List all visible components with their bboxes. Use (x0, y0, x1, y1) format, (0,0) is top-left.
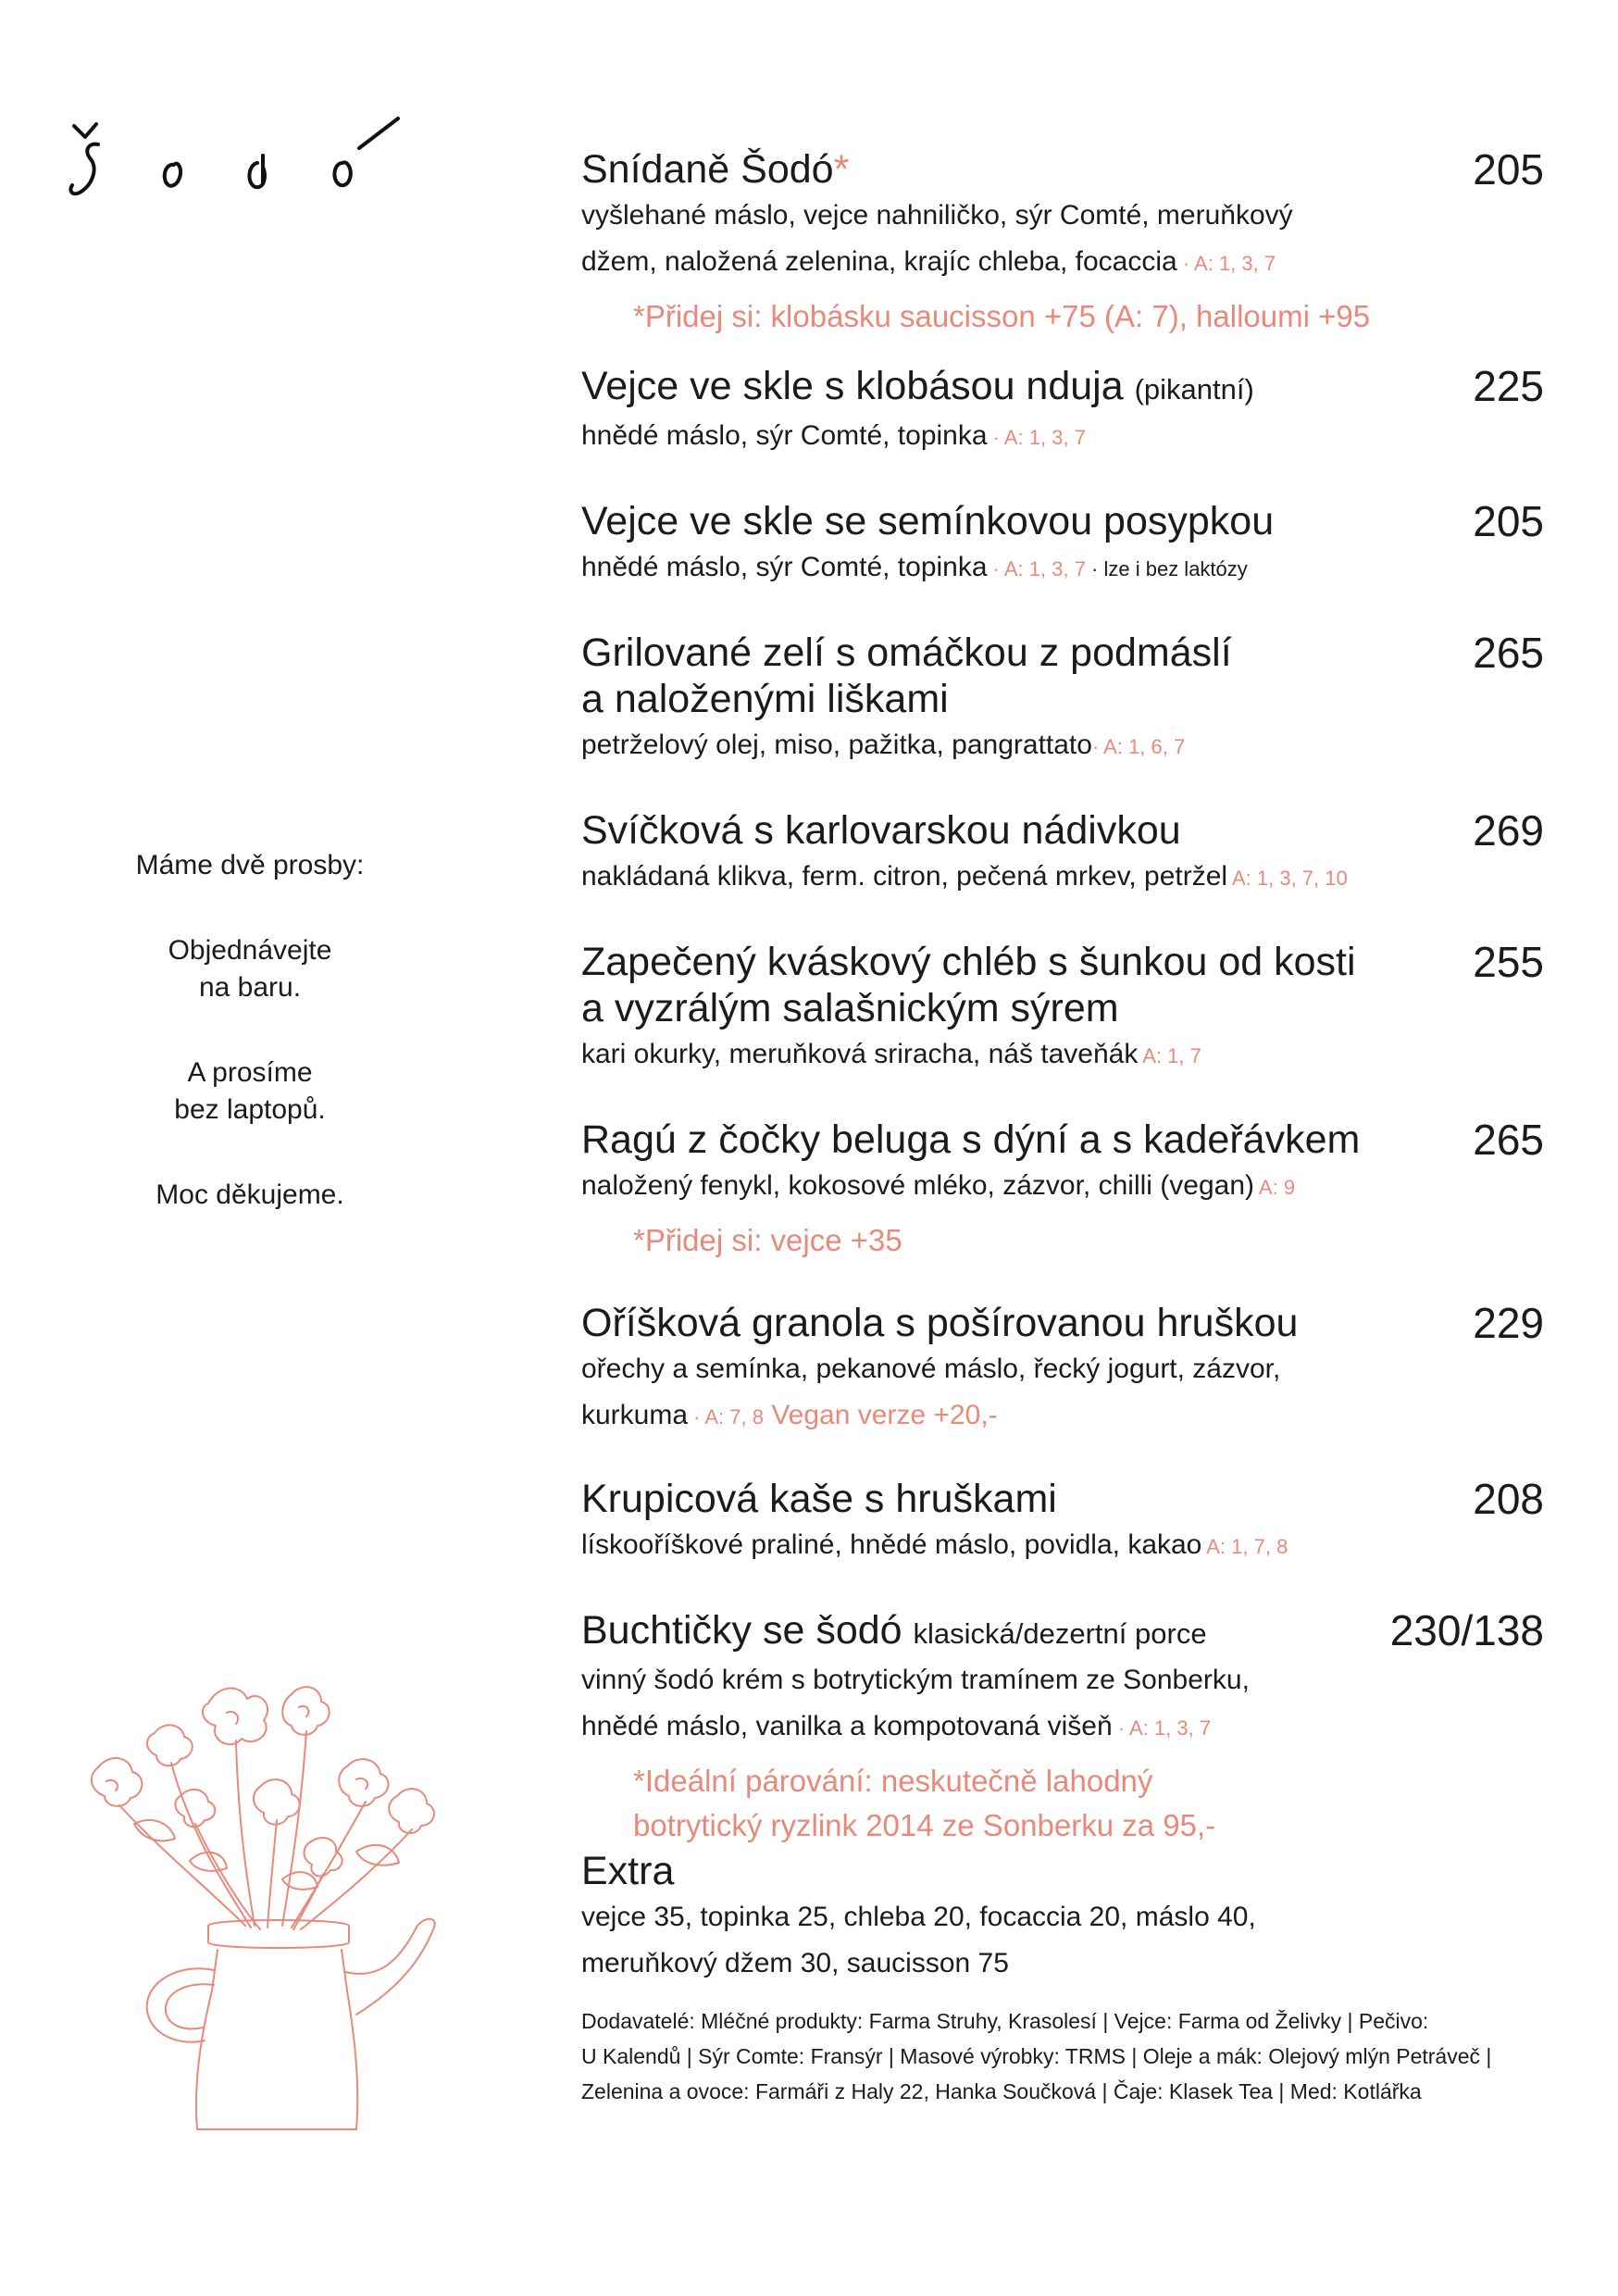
menu-item-addon (581, 1759, 1544, 1848)
suppliers-line: U Kalendů | Sýr Comte: Fransýr | Masové výrobky: TRMS | Oleje a mák: Olejový mlýn Petráveč | (581, 2044, 1492, 2068)
extra-line: vejce 35, topinka 25, chleba 20, focaccia 20, máslo 40, (581, 1902, 1256, 1932)
menu-item-name: Ragú z čočky beluga s dýní a s kadeřávkem (581, 1117, 1361, 1162)
menu-item-description-text: lískooříškové praliné, hnědé máslo, povidla, kakao (581, 1529, 1202, 1560)
menu-item (581, 146, 1544, 339)
menu-item-title (581, 1607, 1207, 1657)
menu-item-description-text: hnědé máslo, sýr Comté, topinka (581, 420, 988, 451)
side-note-line: Máme dvě prosby: (135, 850, 365, 880)
menu-item-price: 269 (1473, 806, 1544, 855)
side-note-line: na baru. (198, 972, 302, 1003)
menu-item-subtitle: (pikantní) (1134, 373, 1254, 406)
menu-item-description (581, 1346, 1544, 1392)
allergen-info: · A: 1, 3, 7 (1176, 252, 1276, 275)
menu-item-header (581, 1607, 1544, 1657)
allergen-info: · A: 1, 3, 7 (987, 557, 1086, 580)
menu-item (581, 1117, 1544, 1263)
menu-item-price: 229 (1473, 1299, 1544, 1347)
menu-item-description-text: vyšlehané máslo, vejce nahniličko, sýr Comté, meruňkový (581, 200, 1293, 231)
menu-item-header (581, 939, 1544, 1031)
sodo-logo (65, 111, 435, 222)
menu-item-description-text: vinný šodó krém s botrytickým tramínem ze Sonberku, (581, 1665, 1250, 1695)
menu-item-description-text: ořechy a semínka, pekanové máslo, řecký jogurt, zázvor, (581, 1354, 1281, 1384)
menu-item-title (581, 363, 1254, 413)
menu-item-price: 205 (1473, 497, 1544, 545)
side-note-paragraph (83, 1177, 417, 1214)
menu-item-description-text: džem, naložená zelenina, krajíc chleba, focaccia (581, 246, 1177, 277)
menu-item-description (581, 413, 1544, 461)
menu-item (581, 630, 1544, 770)
menu-item-name: Vejce ve skle se semínkovou posypkou (581, 499, 1275, 543)
menu-item-price: 205 (1473, 145, 1544, 193)
side-note-paragraph (83, 847, 417, 884)
menu-item-title-line: Zapečený kváskový chléb s šunkou od kosti (581, 940, 1356, 984)
menu-item-price: 230/138 (1389, 1606, 1544, 1654)
menu-item-description (581, 854, 1544, 902)
menu-item-note: · lze i bez laktózy (1085, 557, 1248, 580)
menu-item-price: 208 (1473, 1475, 1544, 1523)
extra-line: meruňkový džem 30, saucisson 75 (581, 1948, 1009, 1978)
menu-item (581, 1476, 1544, 1570)
menu-item (581, 1607, 1544, 1848)
menu-item-title (581, 807, 1181, 854)
menu-item-header (581, 146, 1544, 193)
menu-item-description-text: naložený fenykl, kokosové mléko, zázvor, chilli (vegan) (581, 1170, 1255, 1201)
menu-item-description (581, 1657, 1544, 1703)
menu-item-description-text: petrželový olej, miso, pažitka, pangrattato (581, 730, 1092, 760)
allergen-info: · A: 1, 3, 7 (987, 426, 1086, 449)
side-note-line: bez laptopů. (174, 1094, 326, 1125)
menu-item-title (581, 498, 1274, 544)
menu-item-price: 265 (1473, 629, 1544, 677)
menu-item-addon-line: *Přidej si: vejce +35 (633, 1223, 902, 1257)
flower-vase-illustration (79, 1648, 477, 2139)
menu-item-mark: * (833, 147, 850, 192)
menu-item-header (581, 630, 1544, 722)
menu-item-name: Buchtičky se šodó (581, 1608, 914, 1653)
menu-item-description (581, 1703, 1544, 1752)
menu-item (581, 1300, 1544, 1441)
menu-item-addon-line: *Ideální párování: neskutečně lahodný (633, 1764, 1153, 1798)
menu-item-description (581, 1163, 1544, 1211)
side-note-paragraph (83, 1054, 417, 1129)
menu-item (581, 939, 1544, 1079)
allergen-info: A: 1, 7 (1138, 1044, 1201, 1067)
allergen-info: A: 1, 3, 7, 10 (1227, 867, 1348, 890)
menu-item-header (581, 363, 1544, 413)
menu-item-subtitle: klasická/dezertní porce (913, 1617, 1207, 1650)
menu-item-title (581, 939, 1356, 1031)
menu-item-header (581, 498, 1544, 544)
menu-item (581, 498, 1544, 593)
menu-item-description (581, 722, 1544, 770)
menu-item-header (581, 1117, 1544, 1163)
menu-item-name: Snídaně Šodó (581, 147, 834, 192)
menu-item-description-text: hnědé máslo, sýr Comté, topinka (581, 552, 988, 582)
allergen-info: · A: 1, 3, 7 (1112, 1716, 1212, 1740)
menu-item-description-text: kurkuma (581, 1400, 689, 1430)
allergen-info: A: 9 (1254, 1176, 1296, 1199)
menu-item-description (581, 544, 1544, 593)
allergen-info: · A: 7, 8 (688, 1405, 764, 1429)
menu-item-name: Krupicová kaše s hruškami (581, 1477, 1057, 1521)
menu-item-addon (581, 1218, 1544, 1263)
suppliers-line: Zelenina a ovoce: Farmáři z Haly 22, Hanka Součková | Čaje: Klasek Tea | Med: Kotlářka (581, 2079, 1422, 2103)
menu-item-title (581, 146, 849, 193)
side-note-line: Objednávejte (168, 935, 332, 966)
menu (581, 146, 1544, 2109)
extra-section (581, 1848, 1544, 1987)
menu-item-description (581, 1031, 1544, 1079)
menu-item-name: Svíčková s karlovarskou nádivkou (581, 808, 1181, 853)
menu-item-price: 225 (1473, 362, 1544, 410)
menu-item-description (581, 1522, 1544, 1570)
menu-item-price: 265 (1473, 1116, 1544, 1164)
side-note (83, 847, 417, 1262)
menu-item-header (581, 1476, 1544, 1522)
menu-item-title (581, 1476, 1057, 1522)
menu-item-title-line: Grilované zelí s omáčkou z podmáslí (581, 630, 1232, 675)
menu-item-title (581, 630, 1232, 722)
side-note-line: Moc děkujeme. (156, 1179, 344, 1210)
menu-item (581, 807, 1544, 902)
allergen-info: A: 1, 7, 8 (1201, 1535, 1288, 1558)
menu-item-description-text: kari okurky, meruňková sriracha, náš taveňák (581, 1039, 1139, 1069)
menu-item-title-line: a vyzrálým salašnickým sýrem (581, 986, 1119, 1030)
suppliers-line: Dodavatelé: Mléčné produkty: Farma Struhy, Krasolesí | Vejce: Farma od Želivky | Pečivo: (581, 2009, 1429, 2033)
menu-item-title (581, 1117, 1360, 1163)
allergen-info: · A: 1, 6, 7 (1091, 735, 1186, 758)
menu-item-addon-line: *Přidej si: klobásku saucisson +75 (A: 7), halloumi +95 (633, 299, 1371, 333)
menu-item-description-text: nakládaná klikva, ferm. citron, pečená mrkev, petržel (581, 861, 1228, 892)
extra-title: Extra (581, 1849, 675, 1893)
menu-item-name: Oříšková granola s pošírovanou hruškou (581, 1301, 1299, 1345)
menu-item-title (581, 1300, 1298, 1346)
menu-item-description (581, 239, 1544, 287)
side-note-paragraph (83, 932, 417, 1006)
menu-item-description-text: hnědé máslo, vanilka a kompotovaná višeň (581, 1711, 1113, 1741)
menu-item-addon-line: botrytický ryzlink 2014 ze Sonberku za 95,- (633, 1808, 1216, 1842)
menu-item-description (581, 1392, 1544, 1441)
side-note-line: A prosíme (187, 1057, 313, 1088)
suppliers (581, 2003, 1590, 2109)
menu-item-price: 255 (1473, 938, 1544, 986)
menu-item-title-line: a naloženými liškami (581, 677, 949, 721)
menu-item-header (581, 807, 1544, 854)
menu-item-header (581, 1300, 1544, 1346)
menu-item-name: Vejce ve skle s klobásou nduja (581, 364, 1135, 408)
vegan-option: Vegan verze +20,- (763, 1400, 998, 1430)
menu-item-addon (581, 294, 1544, 339)
menu-item (581, 363, 1544, 461)
menu-item-description (581, 193, 1544, 239)
